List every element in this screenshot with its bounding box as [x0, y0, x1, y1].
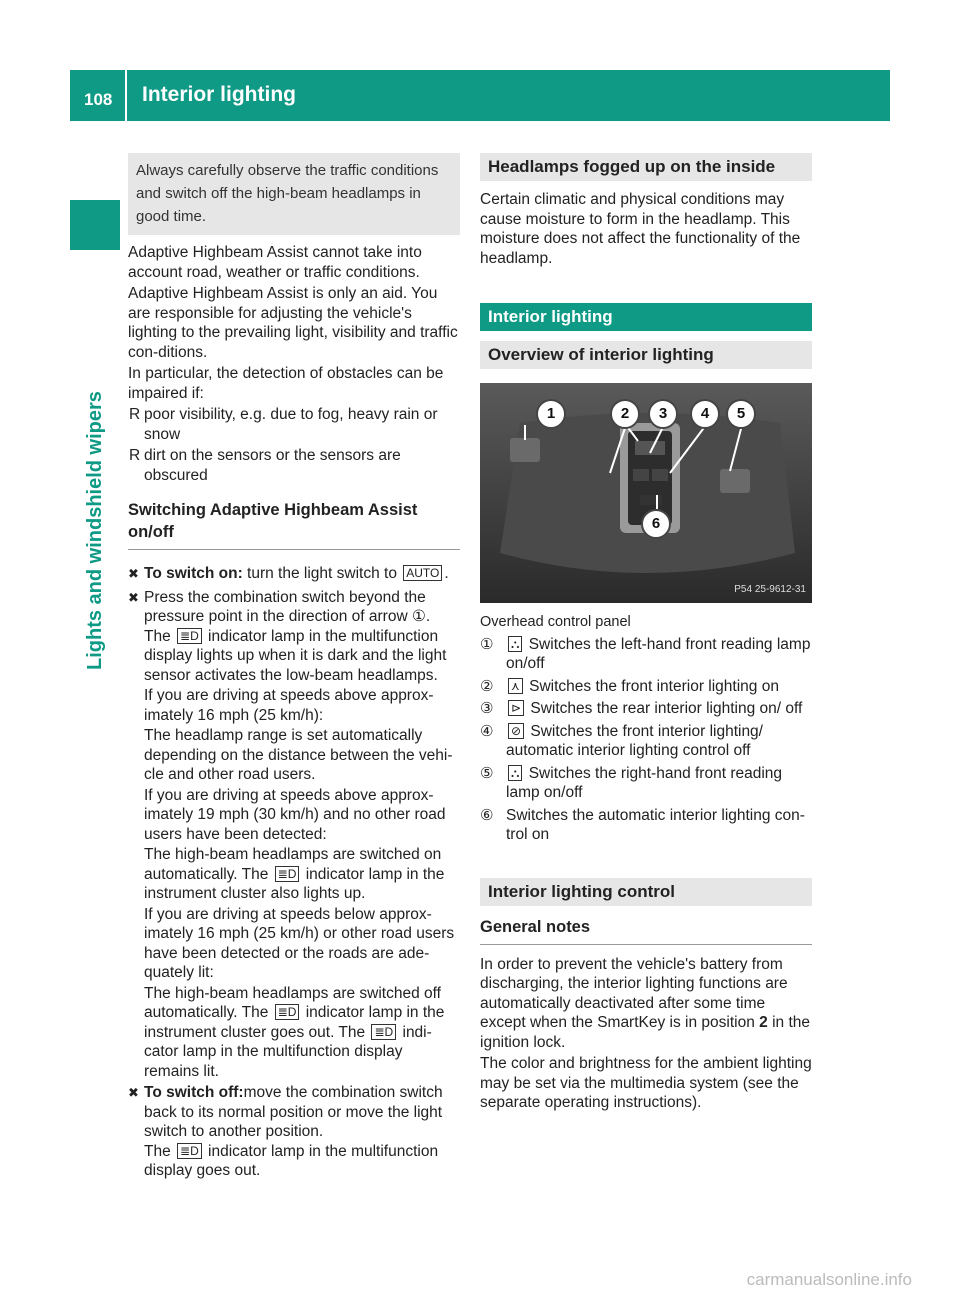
page-number: 108: [84, 90, 113, 109]
legend-item-6: ⑥ Switches the automatic interior lighting con-trol on: [480, 806, 805, 843]
legend-item-3: ③ ⊳ Switches the rear interior lighting on/ off: [480, 700, 803, 717]
subsection-heading: General notes: [480, 916, 812, 945]
step-press-switch: ✖ Press the combination switch beyond the pressure point in the direction of arrow ①. The ≣D indicator lamp in the multifunction display lights up when it is dark and the light sensor activates the low-beam headlamps. If you are driving at speeds above approx-imately 16 mph (25 km/h): The headlamp range is set automatically depending on the distance between the vehi-cle and other road users. If you are driving at speeds above approx-imately 19 mph (30 km/h) and no other road users have been detected: The high-beam headlamps are switched on automatically. The ≣D indicator lamp in the instrument cluster also lights up. If you are driving at speeds below approx-imately 16 mph (25 km/h) or other road users have been detected or the roads are ade-quately lit: The high-beam headlamps are switched off automatically. The ≣D indicator lamp in the instrument cluster goes out. The ≣D indi-cator lamp in the multifunction display remains lit.: [128, 588, 455, 1080]
section-heading: Headlamps fogged up on the inside: [480, 153, 812, 181]
legend-item-4: ④ ⊘ Switches the front interior lighting/ automatic interior lighting control off: [480, 722, 763, 759]
step-switch-on: ✖ To switch on: turn the light switch to AUTO .: [128, 565, 449, 582]
bullet-icon: R: [129, 447, 141, 464]
watermark: carmanualsonline.info: [746, 1270, 912, 1289]
list-item: R dirt on the sensors or the sensors are obscured: [129, 447, 401, 484]
front-interior-light-icon: ⋏: [508, 678, 523, 694]
header-divider: [125, 70, 127, 121]
highbeam-assist-indicator-icon: ≣D: [177, 1143, 202, 1159]
chapter-tab: [70, 200, 120, 250]
image-caption: Overhead control panel: [480, 614, 631, 630]
reading-lamp-icon: ⛬: [508, 765, 522, 781]
page-title: Interior lighting: [142, 83, 296, 106]
overhead-control-panel-image: [480, 383, 812, 603]
auto-symbol-icon: AUTO: [403, 565, 442, 581]
warning-note: Always carefully observe the traffic conditions and switch off the high-beam headlamps in good time.: [128, 153, 460, 235]
bullet-icon: R: [129, 406, 141, 423]
highbeam-assist-indicator-icon: ≣D: [177, 628, 202, 644]
paragraph: The color and brightness for the ambient lighting may be set via the multimedia system (see the separate operating instructions).: [480, 1055, 812, 1111]
section-heading: Interior lighting control: [480, 878, 812, 906]
right-column: [480, 153, 812, 1115]
left-column: [128, 153, 460, 1182]
section-heading: Switching Adaptive Highbeam Assist on/off: [128, 499, 460, 550]
callout-6: 6: [641, 509, 671, 539]
callout-2: 2: [610, 399, 640, 429]
paragraph: In particular, the detection of obstacles can be impaired if:: [128, 365, 444, 402]
step-arrow-icon: ✖: [128, 566, 139, 581]
highbeam-indicator-icon: ≣D: [275, 1004, 300, 1020]
list-item: R poor visibility, e.g. due to fog, heavy rain or snow: [129, 406, 438, 443]
highbeam-indicator-icon: ≣D: [275, 866, 300, 882]
chapter-label: Lights and windshield wipers: [84, 391, 106, 670]
callout-1: 1: [536, 399, 566, 429]
highbeam-assist-indicator-icon: ≣D: [371, 1024, 396, 1040]
step-arrow-icon: ✖: [128, 1085, 139, 1100]
legend-item-5: ⑤ ⛬ Switches the right-hand front reading lamp on/off: [480, 764, 783, 801]
page-header: [70, 70, 890, 121]
section-heading: Overview of interior lighting: [480, 341, 812, 369]
paragraph: In order to prevent the vehicle's battery from discharging, the interior lighting functions are automatically deactivated after some time except when the SmartKey is in position 2 in the ignition lock.: [480, 955, 811, 1051]
callout-5: 5: [726, 399, 756, 429]
rear-interior-light-icon: ⊳: [508, 700, 524, 716]
step-switch-off: ✖ To switch off:move the combination switch back to its normal position or move the light switch to another position. The ≣D indicator lamp in the multifunction display goes out.: [128, 1084, 443, 1179]
reading-lamp-icon: ⛬: [508, 636, 522, 652]
section-title: Interior lighting: [480, 303, 812, 331]
paragraph: Certain climatic and physical conditions may cause moisture to form in the headlamp. This moisture does not affect the functionality of the headlamp.: [480, 191, 801, 267]
paragraph: Adaptive Highbeam Assist cannot take into account road, weather or traffic conditions.: [128, 244, 422, 281]
callout-4: 4: [690, 399, 720, 429]
image-code: P54 25-9612-31: [734, 583, 806, 595]
legend-item-2: ② ⋏ Switches the front interior lighting on: [480, 677, 779, 695]
paragraph: Adaptive Highbeam Assist is only an aid. You are responsible for adjusting the vehicle's lighting to the prevailing light, visibility and traffic con-ditions.: [128, 285, 458, 361]
legend-item-1: ① ⛬ Switches the left-hand front reading lamp on/off: [480, 635, 811, 672]
callout-3: 3: [648, 399, 678, 429]
overhead-panel-illustration: [480, 383, 812, 603]
step-arrow-icon: ✖: [128, 589, 139, 605]
interior-light-off-icon: ⊘: [508, 723, 524, 739]
